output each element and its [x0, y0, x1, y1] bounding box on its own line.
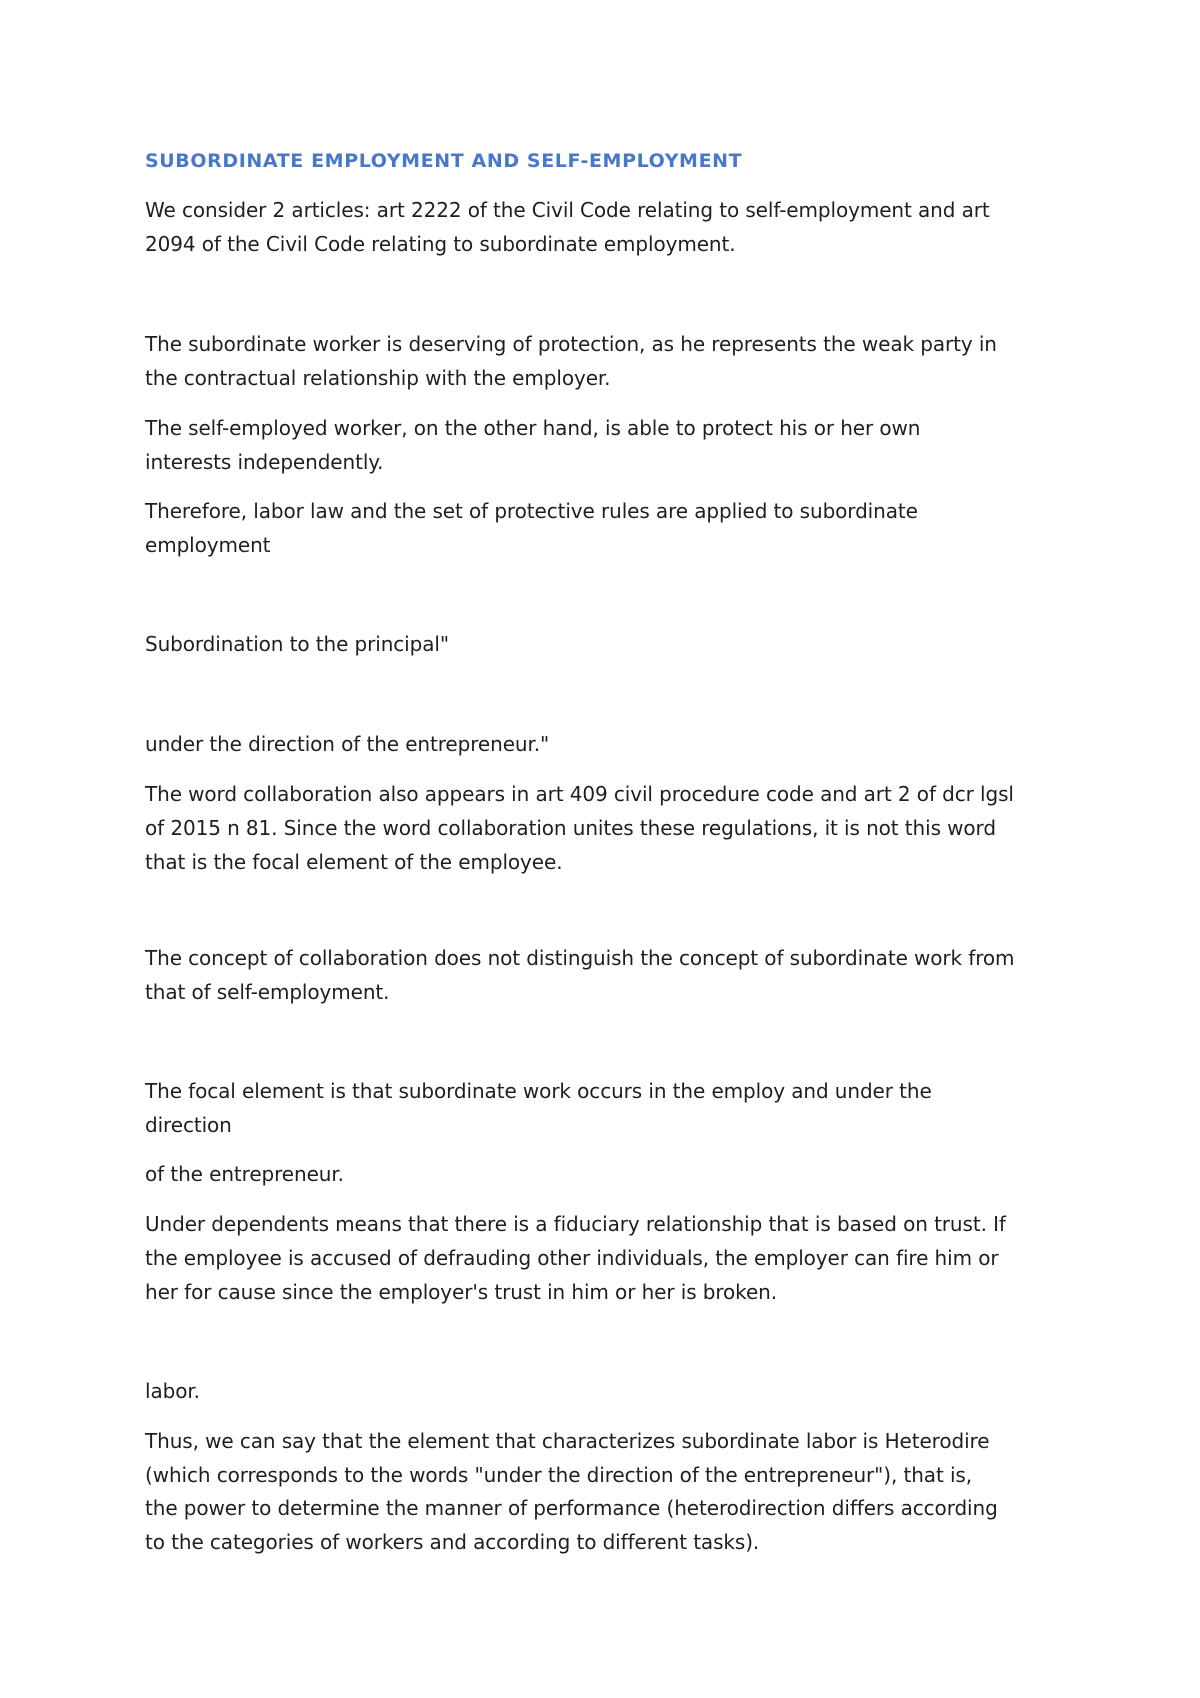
text-line: 2094 of the Civil Code relating to subordinate employment.	[145, 232, 736, 256]
text-line: her for cause since the employer's trust in him or her is broken.	[145, 1280, 777, 1304]
text-line: The subordinate worker is deserving of protection, as he represents the weak party in	[145, 332, 997, 356]
text-line: to the categories of workers and according to different tasks).	[145, 1530, 760, 1554]
text-line: Therefore, labor law and the set of protective rules are applied to subordinate	[145, 499, 918, 523]
document-heading: SUBORDINATE EMPLOYMENT AND SELF-EMPLOYMENT	[145, 150, 743, 172]
text-line: of 2015 n 81. Since the word collaboration unites these regulations, it is not this word	[145, 816, 996, 840]
text-line: We consider 2 articles: art 2222 of the Civil Code relating to self-employment and art	[145, 198, 990, 222]
text-line: Thus, we can say that the element that characterizes subordinate labor is Heterodire	[145, 1429, 990, 1453]
text-line: that of self-employment.	[145, 980, 390, 1004]
text-line: interests independently.	[145, 450, 384, 474]
text-line: (which corresponds to the words "under the direction of the entrepreneur"), that is,	[145, 1463, 972, 1487]
text-line: The focal element is that subordinate work occurs in the employ and under the	[145, 1079, 932, 1103]
text-line: the power to determine the manner of performance (heterodirection differs according	[145, 1496, 998, 1520]
text-line: The self-employed worker, on the other hand, is able to protect his or her own	[145, 416, 921, 440]
text-line: Subordination to the principal"	[145, 632, 449, 656]
text-line: the contractual relationship with the employer.	[145, 366, 611, 390]
text-line: under the direction of the entrepreneur."	[145, 732, 550, 756]
text-line: direction	[145, 1113, 232, 1137]
text-line: that is the focal element of the employee.	[145, 850, 563, 874]
text-line: the employee is accused of defrauding other individuals, the employer can fire him or	[145, 1246, 999, 1270]
text-line: Under dependents means that there is a fiduciary relationship that is based on trust. If	[145, 1212, 1006, 1236]
text-line: The word collaboration also appears in art 409 civil procedure code and art 2 of dcr lgsl	[145, 782, 1014, 806]
text-line: labor.	[145, 1379, 200, 1403]
text-line: The concept of collaboration does not distinguish the concept of subordinate work from	[145, 946, 1015, 970]
text-line: of the entrepreneur.	[145, 1162, 344, 1186]
text-line: employment	[145, 533, 271, 557]
